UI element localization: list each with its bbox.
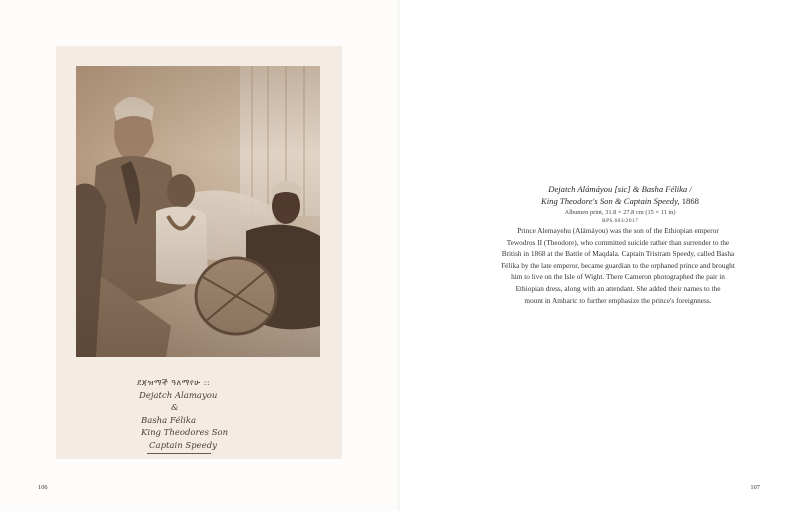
sepia-photograph: [76, 66, 320, 357]
body-line: Prince Alemayehu (Alámáyou) was the son of the Ethiopian emperor: [517, 226, 719, 235]
page-number-right: 107: [750, 484, 760, 491]
body-line: mount in Amharic to further emphasize the prince's foreignness.: [524, 295, 712, 305]
page-number-left: 106: [38, 484, 48, 491]
body-line: Tewodros II (Theodore), who committed suicide rather than surrender to the: [506, 237, 730, 247]
inscription-line: Captain Speedy: [149, 440, 217, 451]
caption-reference: RPS.603/2017: [601, 218, 639, 224]
body-line: Ethiopian dress, along with an attendant. She added their names to the: [515, 283, 721, 293]
body-paragraph: [488, 225, 748, 306]
caption-title-line2: King Theodore's Son & Captain Speedy,: [541, 196, 680, 206]
caption-title-line1: Dejatch Alámáyou [sic] & Basha Félika /: [548, 184, 692, 194]
inscription-line: Dejatch Alamayou: [139, 390, 218, 401]
photo-caption: [500, 183, 740, 225]
inscription-line: &: [171, 403, 179, 413]
body-line: Félika by the late emperor, became guardian to the orphaned prince and brought: [501, 260, 735, 270]
photo-mount: [57, 47, 341, 458]
inscription-line: King Theodores Son: [141, 428, 229, 438]
amharic-inscription: ደጃዝማች ዓለማየሁ ::: [137, 378, 211, 387]
caption-year: 1868: [681, 196, 699, 206]
body-line: him to live on the Isle of Wight. There Cameron photographed the pair in: [511, 272, 725, 282]
inscription-underline: [147, 453, 211, 454]
inscription-line: Basha Félika: [141, 415, 197, 426]
handwritten-inscription: [137, 377, 277, 454]
caption-medium: Albumen print, 31.8 × 27.8 cm (15 × 11 in): [564, 209, 676, 216]
caption-title: [500, 183, 740, 207]
body-line: British in 1868 at the Battle of Maqdala. Captain Tristram Speedy, called Basha: [501, 249, 735, 259]
